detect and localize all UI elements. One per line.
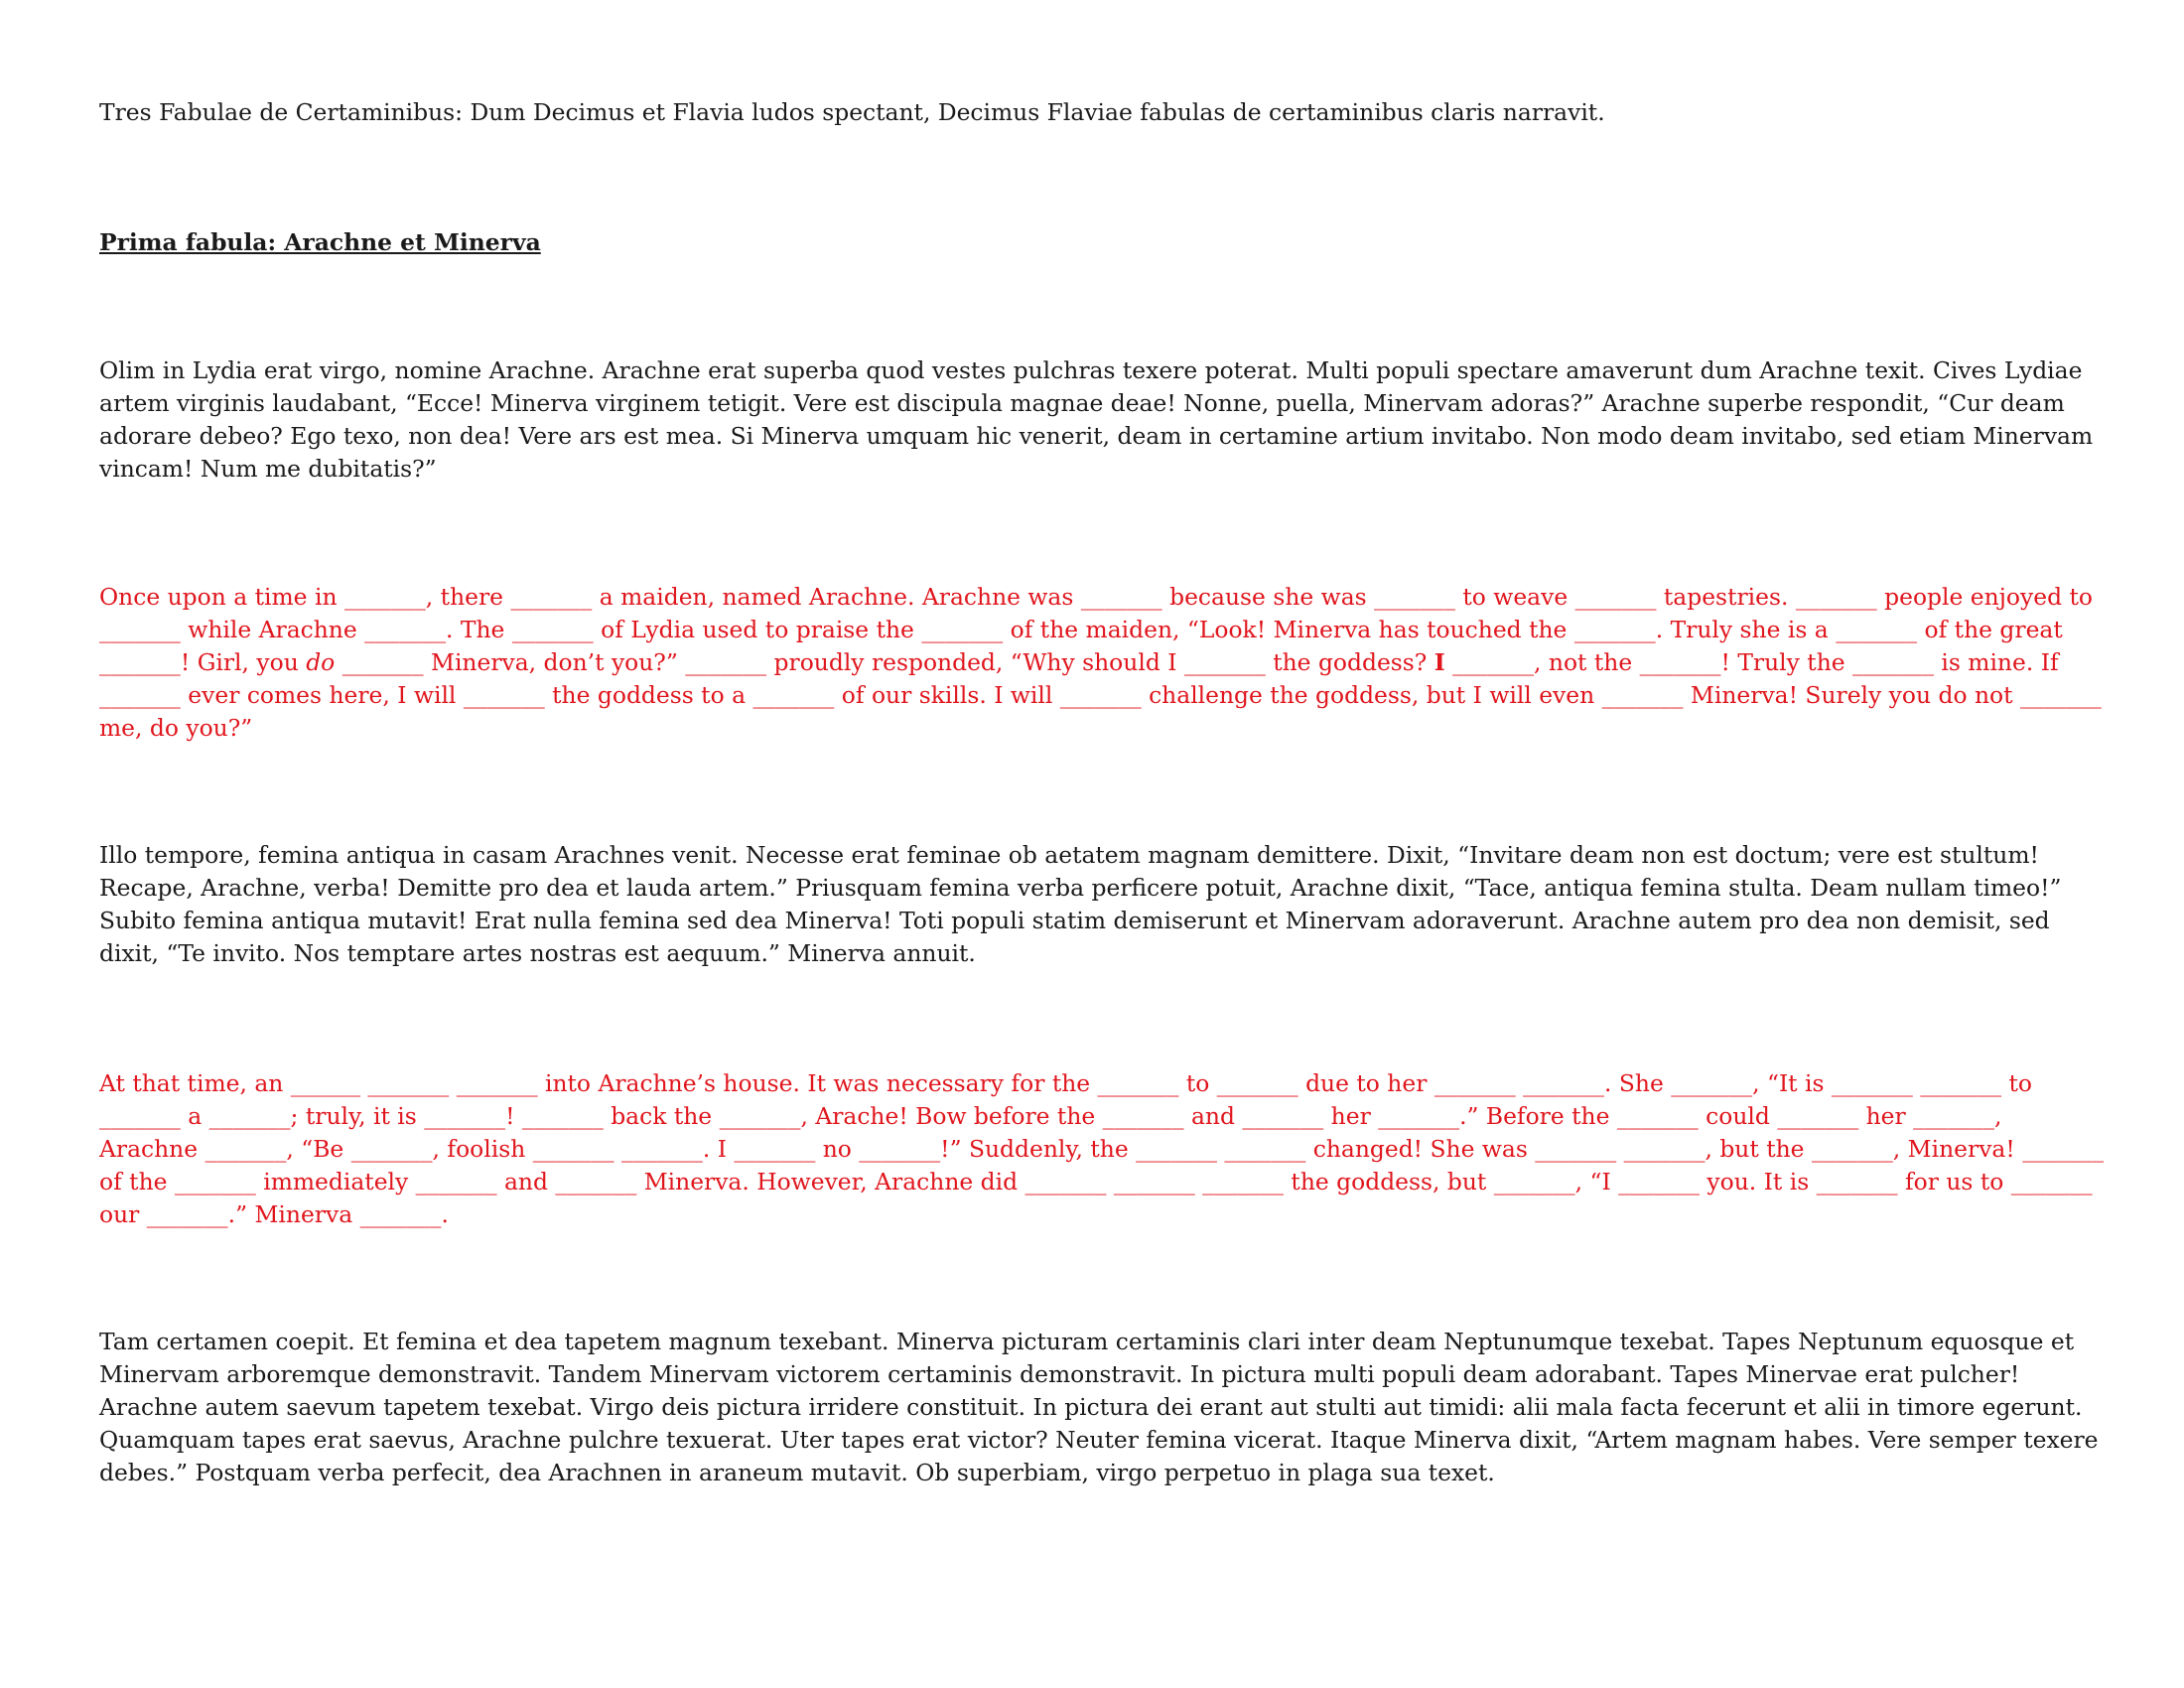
latin-paragraph-3: Tam certamen coepit. Et femina et dea tapetem magnum texebant. Minerva picturam certaminis clari inter deam Neptunumque texebat. Tapes Neptunum equosque et Minervam arboremque demonstravit. Tandem Minervam victorem certaminis demonstravit. In pictura multi populi deam adorabant. Tapes Minervae erat pulcher! Arachne autem saevum tapetem texebat. Virgo deis pictura irridere constituit. In pictura dei erant aut stulti aut timidi: alii mala facta fecerunt et alii in timore egerunt. Quamquam tapes erat saevus, Arachne pulchre texuerat. Uter tapes erat victor? Neuter femina vicerat. Itaque Minerva dixit, “Artem magnam habes. Vere semper texere debes.” Postquam verba perfecit, dea Arachnen in araneum mutavit. Ob superbiam, virgo perpetuo in plaga sua texet. bbox=[99, 1328, 2099, 1486]
latin-paragraph-1: Olim in Lydia erat virgo, nomine Arachne. Arachne erat superba quod vestes pulchras texere poterat. Multi populi spectare amaverunt dum Arachne texit. Cives Lydiae artem virginis laudabant, “Ecce! Minerva virginem tetigit. Vere est discipula magnae deae! Nonne, puella, Minervam adoras?” Arachne superbe respondit, “Cur deam adorare debeo? Ego texo, non dea! Vere ars est mea. Si Minerva umquam hic venerit, deam in certamine artium invitabo. Non modo deam invitabo, sed etiam Minervam vincam! Num me dubitatis?” bbox=[99, 356, 2094, 483]
intro-line: Tres Fabulae de Certaminibus: Dum Decimus et Flavia ludos spectant, Decimus Flaviae fabulas de certaminibus claris narravit. bbox=[99, 98, 1605, 126]
english-1-italic-do: do bbox=[306, 648, 336, 676]
english-1-text-a: Once upon a time in _______, there _______ a maiden, named Arachne. Arachne was _______ because she was _______ to weave _______ tapestries. _______ people enjoyed to _______ while Arachne _______. The _______ of Lydia used to praise the _______ of the maiden, “Look! Minerva has touched the _______. Truly she is a _______ of the great _______! Girl, you bbox=[99, 583, 2093, 676]
latin-paragraph-2: Illo tempore, femina antiqua in casam Arachnes venit. Necesse erat feminae ob aetatem magnam demittere. Dixit, “Invitare deam non est doctum; vere est stultum! Recape, Arachne, verba! Demitte pro dea et lauda artem.” Priusquam femina verba perficere potuit, Arachne dixit, “Tace, antiqua femina stulta. Deam nullam timeo!” Subito femina antiqua mutavit! Erat nulla femina sed dea Minerva! Toti populi statim demiserunt et Minervam adoraverunt. Arachne autem pro dea non demisit, sed dixit, “Te invito. Nos temptare artes nostras est aequum.” Minerva annuit. bbox=[99, 841, 2062, 967]
section-title: Prima fabula: Arachne et Minerva bbox=[99, 228, 541, 256]
english-cloze-1 bbox=[99, 581, 2105, 745]
english-cloze-2: At that time, an ______ _______ _______ into Arachne’s house. It was necessary for the _______ to _______ due to her _______ _______. She _______, “It is _______ _______ to _______ a _______; truly, it is _______! _______ back the _______, Arache! Bow before the _______ and _______ her _______.” Before the _______ could _______ her _______, Arachne _______, “Be _______, foolish _______ _______. I _______ no _______!” Suddenly, the _______ _______ changed! She was _______ _______, but the _______, Minerva! _______ of the _______ immediately _______ and _______ Minerva. However, Arachne did _______ _______ _______ the goddess, but _______, “I _______ you. It is _______ for us to _______ our _______.” Minerva _______. bbox=[99, 1069, 2105, 1228]
english-1-text-b: _______ Minerva, don’t you?” _______ proudly responded, “Why should I _______ the goddess? bbox=[335, 648, 1434, 676]
english-1-text-c: _______, not the _______! Truly the _______ is mine. If _______ ever comes here, I will _______ the goddess to a _______ of our skills. I will _______ challenge the goddess, but I will even _______ Minerva! Surely you do not _______ me, do you?” bbox=[99, 648, 2102, 742]
english-1-bold-i: I bbox=[1433, 648, 1445, 676]
